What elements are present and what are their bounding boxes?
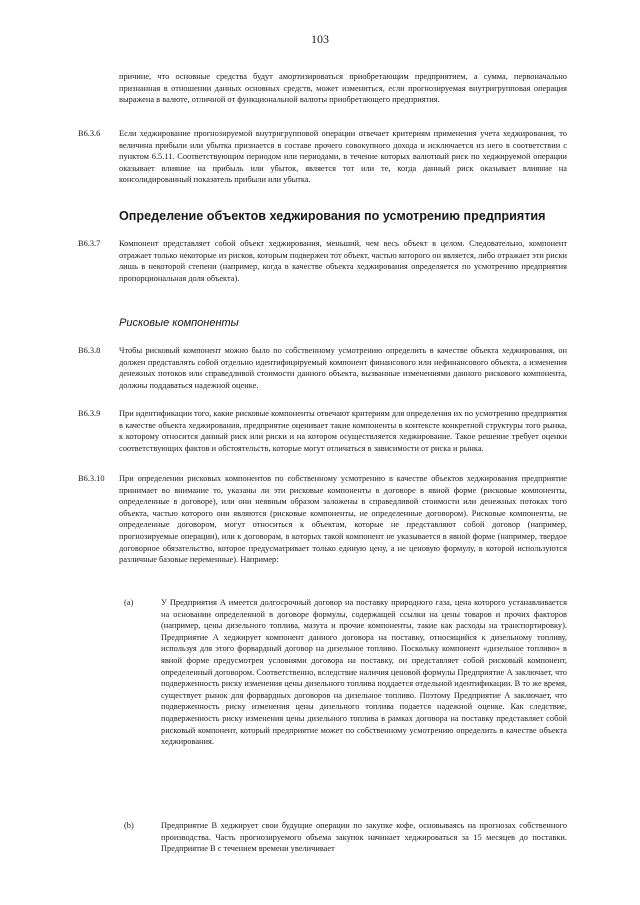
- paragraph-b636: Если хеджирование прогнозируемой внутригрупповой операции отвечает критериям применения учета хеджирования, то величина прибыли или убытка признается в составе прочего совокупного дохода и исключается из него в соответствии с пунктом 6.5.11. Соответствующим периодом или периодами, в течение которых валютный риск по хеджируемой операции оказывает влияние на прибыль или убыток, является тот или те, когда данный риск оказывает влияние на консолидированный показатель прибыли или убытка.: [119, 129, 567, 185]
- list-item-b: Предприятие В хеджирует свои будущие операции по закупке кофе, основываясь на прогнозах собственного производства. Часть прогнозируемого объема закупок начинает хеджироваться за 15 месяцев до поставки. Предприятие В с течением времени увеличивает: [161, 821, 567, 854]
- subsection-heading: Рисковые компоненты: [119, 317, 239, 329]
- list-item-a: У Предприятия А имеется долгосрочный договор на поставку природного газа, цена которого устанавливается на основании определенной в договоре формулы, содержащей ссылки на цены товаров и прочих факторов (например, цены дизельного топлива, мазута и прочие компоненты, такие как расходы на транспортировку). Предприятие А хеджирует компонент данного договора на поставку, относящийся к дизельному топливу, используя для этого форвардный договор на дизельное топливо. Поскольку компонент «дизельное топливо» в явной форме предусмотрен условиями договора на поставку, он представляет собой рисковый компонент, определенный договором. Соответственно, вследствие наличия ценовой формулы Предприятие А заключает, что подверженность риску изменения цены дизельного топлива поддается отдельной идентификации. В то же время, существует рынок для форвардных договоров на дизельное топливо. Поэтому Предприятие А заключает, что подверженность риску изменения цены дизельного топлива подается надежной оценке. Как следствие, подверженность риску изменения цены дизельного топлива в рамках договора на поставку представляет собой рисковый компонент, который предприятие может по собственному усмотрению определить в качестве объекта хеджирования.: [161, 598, 567, 747]
- paragraph-b6310: При определении рисковых компонентов по собственному усмотрению в качестве объектов хеджирования предприятие принимает во внимание то, указаны ли эти рисковые компоненты в договоре в явной форме (рисковые компоненты, определенные в договоре), или они неявным образом заложены в справедливой стоимости или денежных потоках того объекта, частью которого они являются (рисковые компоненты, не определенные договором). Рисковые компоненты, не определенные договором, могут относиться к объектам, которые не представляют собой договор (например, прогнозируемые операции), или к договорам, в которых такой компонент не указывается в явной форме (например, твердое договорное обязательство, которое предусматривает только единую цену, а не ценовую формулу, в которой используются различные базовые переменные). Например:: [119, 474, 567, 565]
- section-heading: Определение объектов хеджирования по усмотрению предприятия: [119, 209, 546, 223]
- paragraph-number-b636: B6.3.6: [78, 129, 101, 138]
- paragraph-b639: При идентификации того, какие рисковые компоненты отвечают критериям для определения их по усмотрению предприятия в качестве объекта хеджирования, предприятие оценивает такие компоненты в контексте конкретной структуры того рынка, к которому относится данный риск или риски и на котором осуществляется хеджирование. Такое решение требует оценки соответствующих фактов и обстоятельств, которые могут отличаться в зависимости от риска и рынка.: [119, 409, 567, 453]
- list-item-label-a: (a): [124, 598, 134, 607]
- paragraph-number-b637: B6.3.7: [78, 239, 101, 248]
- paragraph-b637: Компонент представляет собой объект хеджирования, меньший, чем весь объект в целом. Следовательно, компонент отражает только некоторые из рисков, которым подвержен тот объект, частью которого он является, либо отражает эти риски лишь в некоторой степени (например, когда в качестве объекта хеджирования определяется по усмотрению предприятия пропорциональная доля объекта).: [119, 239, 567, 283]
- paragraph-number-b6310: B6.3.10: [78, 474, 105, 483]
- page-number: 103: [311, 32, 329, 46]
- paragraph-b638: Чтобы рисковый компонент можно было по собственному усмотрению определить в качестве объекта хеджирования, он должен представлять собой отдельно идентифицируемый компонент финансового или нефинансового объекта, а изменения денежных потоков или справедливой стоимости данного объекта, вызванные изменениями данного рискового компонента, должны поддаваться надежной оценке.: [119, 346, 567, 390]
- paragraph-intro: причине, что основные средства будут амортизироваться приобретающим предприятием, а сумма, первоначально признанная в отношении данных основных средств, может измениться, если прогнозируемая внутригрупповая операция выражена в валюте, отличной от функциональной валюты приобретающего предприятия.: [119, 72, 567, 105]
- list-item-label-b: (b): [124, 821, 134, 830]
- paragraph-number-b639: B6.3.9: [78, 409, 101, 418]
- paragraph-number-b638: B6.3.8: [78, 346, 101, 355]
